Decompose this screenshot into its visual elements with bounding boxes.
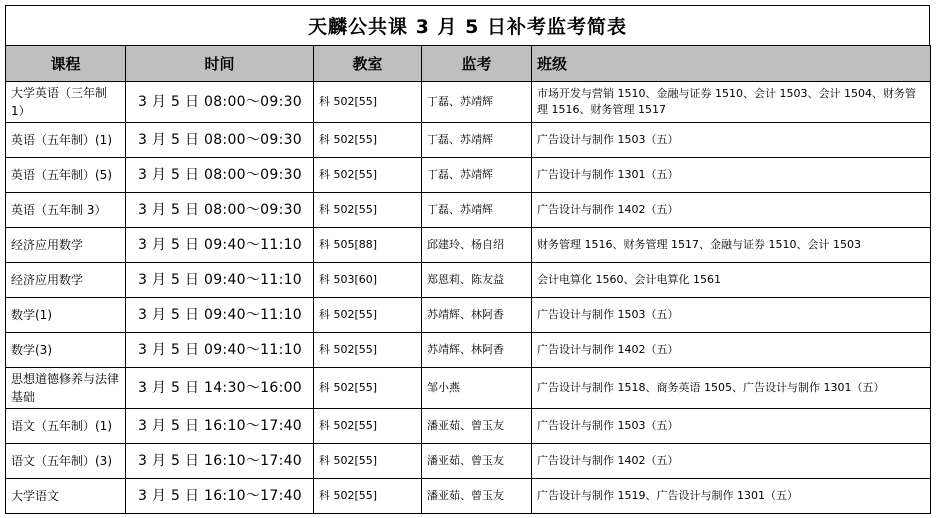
- table-row: [6, 193, 931, 228]
- table-row: [6, 228, 931, 263]
- table-row: [6, 158, 931, 193]
- course-cell: 英语（五年制）(5): [6, 158, 126, 193]
- proctor-cell: 苏靖辉、林阿香: [422, 298, 532, 333]
- time-cell: 3 月 5 日 14:30～16:00: [126, 368, 314, 409]
- course-cell: 经济应用数学: [6, 263, 126, 298]
- time-cell: 3 月 5 日 16:10～17:40: [126, 479, 314, 514]
- classes-cell: 广告设计与制作 1301（五）: [532, 158, 931, 193]
- time-cell: 3 月 5 日 09:40～11:10: [126, 263, 314, 298]
- classes-cell: 会计电算化 1560、会计电算化 1561: [532, 263, 931, 298]
- time-cell: 3 月 5 日 08:00～09:30: [126, 123, 314, 158]
- exam-schedule-table: [5, 45, 931, 514]
- table-row: [6, 263, 931, 298]
- course-cell: 思想道德修养与法律基础: [6, 368, 126, 409]
- classes-cell: 广告设计与制作 1503（五）: [532, 123, 931, 158]
- time-cell: 3 月 5 日 16:10～17:40: [126, 409, 314, 444]
- course-cell: 数学(3): [6, 333, 126, 368]
- room-cell: 科 502[55]: [314, 123, 422, 158]
- time-cell: 3 月 5 日 09:40～11:10: [126, 228, 314, 263]
- proctor-cell: 丁磊、苏靖辉: [422, 158, 532, 193]
- course-cell: 大学语文: [6, 479, 126, 514]
- proctor-cell: 潘亚茹、曾玉友: [422, 409, 532, 444]
- course-cell: 数学(1): [6, 298, 126, 333]
- course-cell: 语文（五年制）(3): [6, 444, 126, 479]
- time-cell: 3 月 5 日 16:10～17:40: [126, 444, 314, 479]
- room-cell: 科 502[55]: [314, 444, 422, 479]
- course-cell: 英语（五年制）(1): [6, 123, 126, 158]
- time-cell: 3 月 5 日 08:00～09:30: [126, 193, 314, 228]
- table-row: [6, 368, 931, 409]
- page-title: 天麟公共课 3 月 5 日补考监考简表: [308, 16, 627, 38]
- classes-cell: 广告设计与制作 1503（五）: [532, 298, 931, 333]
- header-time: 时间: [126, 46, 314, 82]
- room-cell: 科 502[55]: [314, 333, 422, 368]
- course-cell: 大学英语（三年制 1）: [6, 82, 126, 123]
- time-cell: 3 月 5 日 08:00～09:30: [126, 158, 314, 193]
- table-row: [6, 123, 931, 158]
- proctor-cell: 潘亚茹、曾玉友: [422, 444, 532, 479]
- header-classes: 班级: [532, 46, 931, 82]
- table-row: [6, 409, 931, 444]
- table-row: [6, 479, 931, 514]
- room-cell: 科 502[55]: [314, 409, 422, 444]
- time-cell: 3 月 5 日 09:40～11:10: [126, 333, 314, 368]
- table-row: [6, 333, 931, 368]
- room-cell: 科 502[55]: [314, 298, 422, 333]
- proctor-cell: 邱建玲、杨自绍: [422, 228, 532, 263]
- room-cell: 科 502[55]: [314, 368, 422, 409]
- classes-cell: 市场开发与营销 1510、金融与证券 1510、会计 1503、会计 1504、财务管理 1516、财务管理 1517: [532, 82, 931, 123]
- course-cell: 语文（五年制）(1): [6, 409, 126, 444]
- room-cell: 科 502[55]: [314, 82, 422, 123]
- proctor-cell: 潘亚茹、曾玉友: [422, 479, 532, 514]
- classes-cell: 广告设计与制作 1402（五）: [532, 333, 931, 368]
- room-cell: 科 502[55]: [314, 479, 422, 514]
- room-cell: 科 505[88]: [314, 228, 422, 263]
- proctor-cell: 丁磊、苏靖辉: [422, 193, 532, 228]
- classes-cell: 广告设计与制作 1402（五）: [532, 444, 931, 479]
- classes-cell: 广告设计与制作 1519、广告设计与制作 1301（五）: [532, 479, 931, 514]
- table-header-row: [6, 46, 931, 82]
- proctor-cell: 丁磊、苏靖辉: [422, 123, 532, 158]
- table-row: [6, 298, 931, 333]
- table-row: [6, 444, 931, 479]
- course-cell: 英语（五年制 3）: [6, 193, 126, 228]
- time-cell: 3 月 5 日 09:40～11:10: [126, 298, 314, 333]
- header-proctor: 监考: [422, 46, 532, 82]
- header-course: 课程: [6, 46, 126, 82]
- room-cell: 科 502[55]: [314, 158, 422, 193]
- classes-cell: 广告设计与制作 1402（五）: [532, 193, 931, 228]
- classes-cell: 财务管理 1516、财务管理 1517、金融与证券 1510、会计 1503: [532, 228, 931, 263]
- table-title-cell: [5, 5, 930, 45]
- header-room: 教室: [314, 46, 422, 82]
- proctor-cell: 苏靖辉、林阿香: [422, 333, 532, 368]
- room-cell: 科 502[55]: [314, 193, 422, 228]
- proctor-cell: 邹小燕: [422, 368, 532, 409]
- proctor-cell: 丁磊、苏靖辉: [422, 82, 532, 123]
- proctor-cell: 郑恩莉、陈友益: [422, 263, 532, 298]
- time-cell: 3 月 5 日 08:00～09:30: [126, 82, 314, 123]
- table-row: [6, 82, 931, 123]
- classes-cell: 广告设计与制作 1503（五）: [532, 409, 931, 444]
- room-cell: 科 503[60]: [314, 263, 422, 298]
- course-cell: 经济应用数学: [6, 228, 126, 263]
- classes-cell: 广告设计与制作 1518、商务英语 1505、广告设计与制作 1301（五）: [532, 368, 931, 409]
